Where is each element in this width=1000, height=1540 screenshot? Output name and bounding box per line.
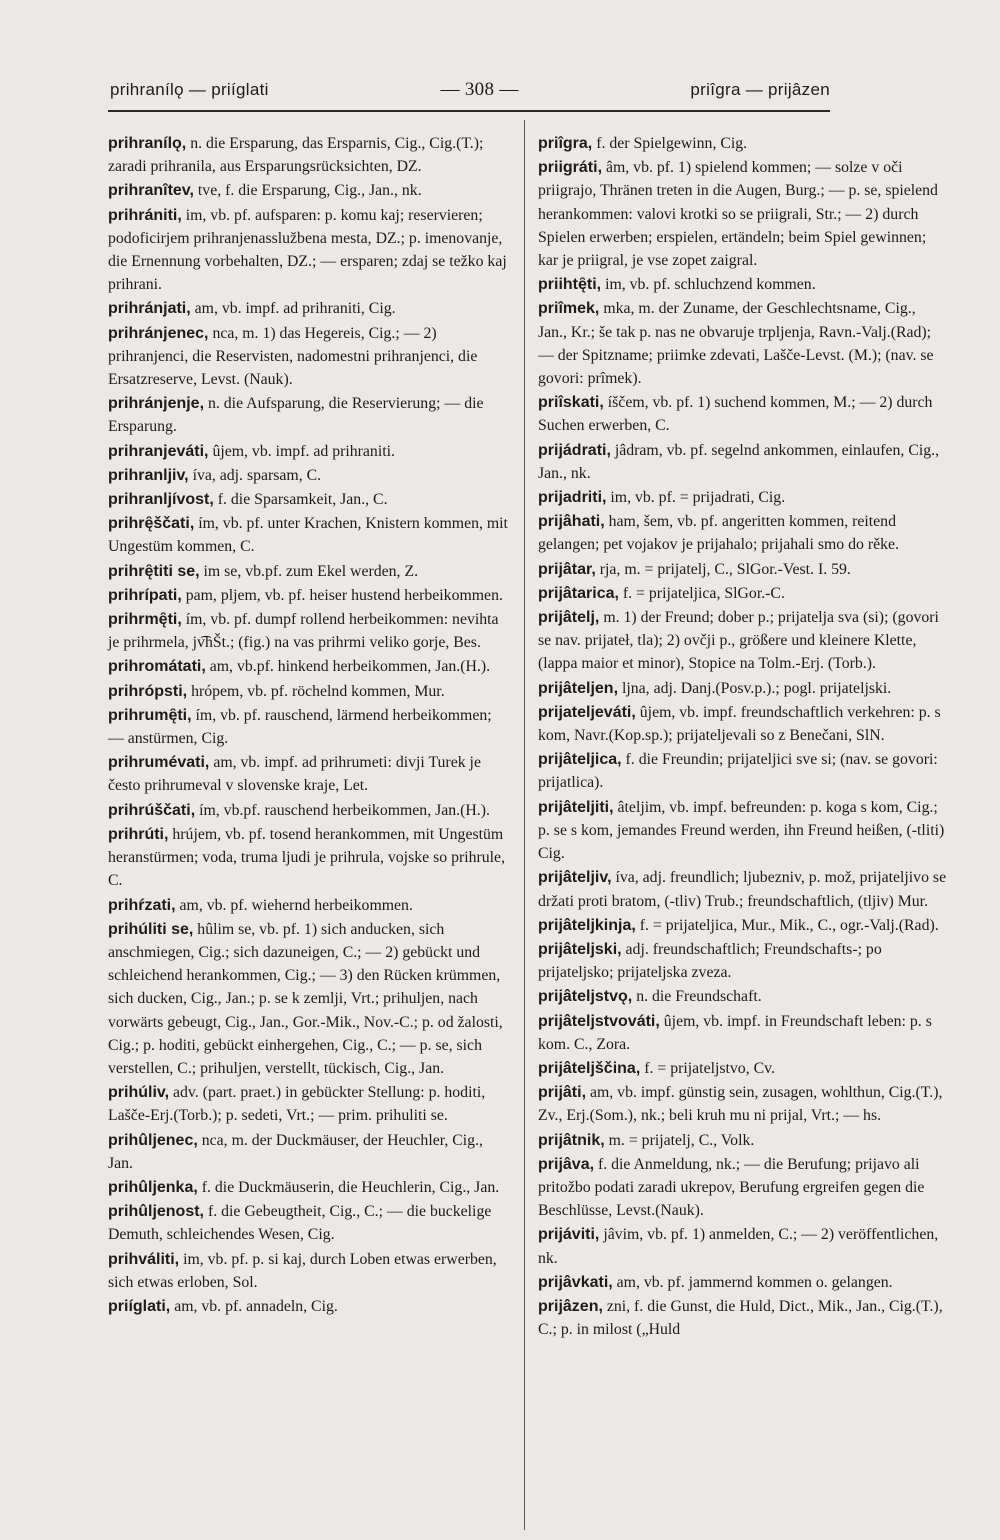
entry-definition: n. die Aufsparung, die Reservierung; — die Ersparung.	[108, 395, 484, 436]
entry-headword: prihŕzati,	[108, 896, 176, 914]
entry-definition: hûlim se, vb. pf. 1) sich anducken, sich anschmiegen, Cig.; sich dazuneigen, C.; — 2) gebückt und schleichend herankommen, Cig.; — 3) den Rücken krümmen, sich ducken, Cig., Jan.; p. se k zemlji, Vrt.; prihuljen, nach vorwärts gebeugt, Cig., Jan., Gor.-Mik., Nov.-C.; p. od žalosti, Cig.; p. hoditi, gebückt einhergehen, Cig., C.; — p. se, sich verstellen, C.; prihuljen, verstellt, tückisch, Cig., Jan.	[108, 920, 503, 1077]
dictionary-entry	[538, 486, 948, 509]
dictionary-entry	[538, 1129, 948, 1152]
entry-headword: prijâtelj,	[538, 609, 600, 627]
header-left: prihranílǫ — priíglati	[110, 80, 269, 99]
entry-definition: ím, vb. pf. dumpf rollend herbeikommen: nevihta je prihrmela, jv͡hŠt.; (fig.) na vas prihrmi veliko gorje, Bes.	[108, 611, 499, 652]
dictionary-entry	[538, 677, 948, 700]
entry-headword: prijâteljica,	[538, 751, 622, 769]
entry-definition: f. die Anmeldung, nk.; — die Berufung; prijavo ali pritožbo podati zaradi ukrepov, Berufung ergreifen gegen die Beschlüsse, Levst.(Nauk).	[538, 1155, 925, 1220]
entry-definition: ûjem, vb. impf. freundschaftlich verkehren: p. s kom, Navr.(Kop.sp.); prijateljevali so z Benečani, SlN.	[538, 703, 941, 745]
dictionary-entry	[538, 985, 948, 1008]
dictionary-entry	[108, 392, 508, 438]
dictionary-entry	[108, 799, 508, 822]
entry-definition: íva, adj. freundlich; ljubezniv, p. mož, prijateljivo se držati proti bratom, (-tliv) Trub.; freundschaftlich, (tljiv) Mur.	[538, 869, 947, 910]
dictionary-entry	[108, 440, 508, 463]
entry-definition: nca, m. 1) das Hegereis, Cig.; — 2) prihranjenci, die Reservisten, nadomestni prihranjenci, die Ersatzreserve, Levst. (Nauk).	[108, 324, 478, 389]
dictionary-entry	[538, 748, 948, 794]
entry-headword: prijâteljstvǫ,	[538, 988, 633, 1006]
entry-definition: im, vb. pf. p. si kaj, durch Loben etwas erwerben, sich etwas erloben, Sol.	[108, 1250, 497, 1291]
dictionary-entry	[108, 1176, 508, 1199]
entry-headword: prihránjati,	[108, 300, 191, 318]
entry-definition: mka, m. der Zuname, der Geschlechtsname, Cig., Jan., Kr.; še tak p. nas ne obvaruje trpljenja, Ravn.-Valj.(Rad); — der Spitzname; priimke zdevati, Lašče-Levst. (M.); (nav. se govori: prîmek).	[538, 300, 934, 388]
entry-headword: prijáviti,	[538, 1226, 600, 1244]
entry-definition: im, vb. pf. = prijadrati, Cig.	[610, 489, 786, 507]
dictionary-entry	[108, 608, 508, 654]
entry-headword: prijâteljiv,	[538, 869, 612, 887]
entry-headword: prijâzen,	[538, 1297, 603, 1315]
entry-definition: nca, m. der Duckmäuser, der Heuchler, Cig., Jan.	[108, 1131, 483, 1172]
entry-headword: prijâtnik,	[538, 1131, 605, 1149]
entry-definition: ûjem, vb. impf. in Freundschaft leben: p. s kom. C., Zora.	[538, 1012, 932, 1053]
entry-headword: prijâteljščina,	[538, 1059, 641, 1077]
entry-headword: prijâteljen,	[538, 679, 619, 697]
entry-definition: f. = prijateljica, Mur., Mik., C., ogr.-Valj.(Rad).	[639, 916, 939, 934]
dictionary-entry	[108, 704, 508, 750]
entry-headword: prihûljenec,	[108, 1131, 198, 1149]
entry-definition: n. die Freundschaft.	[636, 988, 762, 1006]
entry-headword: prihranîtev,	[108, 182, 194, 200]
entry-headword: prijâteljstvováti,	[538, 1012, 660, 1030]
dictionary-entry	[538, 914, 948, 937]
entry-definition: am, vb.pf. hinkend herbeikommen, Jan.(H.).	[209, 658, 491, 676]
entry-headword: prijateljeváti,	[538, 703, 636, 721]
entry-headword: prijâhati,	[538, 513, 605, 531]
entry-definition: ljna, adj. Danj.(Posv.p.).; pogl. prijateljski.	[621, 679, 892, 697]
column-divider	[524, 120, 525, 1530]
dictionary-entry	[538, 866, 948, 912]
entry-definition: f. die Duckmäuserin, die Heuchlerin, Cig., Jan.	[201, 1178, 500, 1196]
entry-headword: priíglati,	[108, 1297, 171, 1315]
dictionary-entry	[538, 510, 948, 556]
entry-definition: âteljim, vb. impf. befreunden: p. koga s kom, Cig.; p. se s kom, jemandes Freund werden, ihn Freund heißen, (-tliti) Cig.	[538, 798, 945, 863]
entry-headword: priîgra,	[538, 135, 593, 152]
entry-definition: âm, vb. pf. 1) spielend kommen; — solze v oči priigrajo, Thränen treten in die Augen, Burg.; — p. se, spielend herankommen: valovi krotki so se priigrali, Str.; — 2) durch Spielen erwerben; erspielen, ertändeln; beim Spiel gewinnen; kar je priigral, je vse zopet zaigral.	[538, 159, 938, 270]
entry-headword: priigráti,	[538, 159, 603, 177]
dictionary-entry	[108, 823, 508, 893]
entry-headword: prijâva,	[538, 1155, 595, 1173]
entry-definition: am, vb. pf. wiehernd herbeikommen.	[179, 896, 413, 914]
dictionary-entry	[538, 439, 948, 485]
dictionary-entry	[538, 938, 948, 984]
dictionary-entry	[538, 1271, 948, 1294]
header-right: priîgra — prijâzen	[690, 80, 830, 99]
dictionary-entry	[108, 322, 508, 392]
entry-definition: hrújem, vb. pf. tosend herankommen, mit Ungestüm heranstürmen; voda, truma ljudi je prihrula, vojske so prihrule, C.	[108, 825, 506, 890]
entry-headword: prihranljiv,	[108, 466, 189, 484]
entry-headword: priihtę̑ti,	[538, 276, 602, 294]
entry-definition: am, vb. pf. jammernd kommen o. gelangen.	[616, 1273, 893, 1291]
entry-definition: ím, vb. pf. unter Krachen, Knistern kommen, mit Ungestüm kommen, C.	[108, 515, 508, 556]
entry-headword: priîmek,	[538, 300, 600, 318]
entry-definition: f. die Gebeugtheit, Cig., C.; — die buckelige Demuth, schleichendes Wesen, Cig.	[108, 1203, 492, 1244]
dictionary-entry	[108, 204, 508, 297]
entry-definition: rja, m. = prijatelj, C., SlGor.-Vest. I. 59.	[599, 560, 851, 578]
right-column	[538, 132, 948, 1342]
entry-definition: pam, pljem, vb. pf. heiser hustend herbeikommen.	[185, 586, 503, 604]
entry-headword: prihrumę̑ti,	[108, 706, 192, 724]
dictionary-entry	[108, 560, 508, 583]
entry-headword: prihránjenje,	[108, 395, 205, 413]
entry-headword: prihrmę̑ti,	[108, 611, 182, 629]
entry-definition: jâvim, vb. pf. 1) anmelden, C.; — 2) veröffentlichen, nk.	[538, 1226, 939, 1267]
dictionary-entry	[538, 273, 948, 296]
entry-definition: am, vb. pf. annadeln, Cig.	[174, 1297, 338, 1315]
entry-definition: adv. (part. praet.) in gebückter Stellung: p. hoditi, Lašče-Erj.(Torb.); p. sedeti, Vrt.; — prim. prihuliti se.	[108, 1084, 486, 1125]
entry-headword: prihranílǫ,	[108, 135, 187, 152]
entry-headword: prihranljívost,	[108, 491, 214, 509]
entry-headword: prihrumévati,	[108, 754, 210, 772]
entry-definition: hrópem, vb. pf. röchelnd kommen, Mur.	[191, 682, 445, 700]
dictionary-entry	[538, 558, 948, 581]
entry-definition: ûjem, vb. impf. ad prihraniti.	[212, 442, 395, 460]
dictionary-entry	[108, 1295, 508, 1318]
entry-headword: prijâteljski,	[538, 940, 622, 958]
entry-headword: prihrúščati,	[108, 801, 196, 819]
dictionary-entry	[538, 796, 948, 866]
dictionary-entry	[108, 1081, 508, 1127]
entry-definition: am, vb. impf. ad prihraniti, Cig.	[194, 300, 396, 318]
dictionary-entry	[538, 297, 948, 390]
entry-headword: prihúliti se,	[108, 920, 194, 938]
dictionary-entry	[108, 297, 508, 320]
dictionary-entry	[108, 1200, 508, 1246]
entry-headword: prihrę̑ščati,	[108, 515, 195, 533]
entry-headword: prihranjeváti,	[108, 442, 209, 460]
dictionary-entry	[538, 1081, 948, 1127]
dictionary-entry	[108, 918, 508, 1080]
entry-definition: zni, f. die Gunst, die Huld, Dict., Mik., Jan., Cig.(T.), C.; p. in milost („Huld	[538, 1297, 943, 1339]
dictionary-entry	[538, 1057, 948, 1080]
entry-headword: prijâteljkinja,	[538, 916, 636, 934]
entry-definition: jâdram, vb. pf. segelnd ankommen, einlaufen, Cig., Jan., nk.	[538, 441, 940, 482]
entry-definition: tve, f. die Ersparung, Cig., Jan., nk.	[197, 182, 422, 200]
dictionary-entry	[108, 488, 508, 511]
dictionary-entry	[538, 156, 948, 272]
entry-headword: prihváliti,	[108, 1250, 180, 1268]
dictionary-entry	[538, 1010, 948, 1056]
entry-headword: prijâteljiti,	[538, 798, 614, 816]
entry-headword: prihrániti,	[108, 206, 182, 224]
entry-headword: prihrípati,	[108, 586, 182, 604]
entry-definition: m. 1) der Freund; dober p.; prijatelja sva (si); (govori se nav. prijateł, tla); 2) ovčji p., größere und kleinere Klette, (lappa maior et minor), Stopice na Tolm.-Erj. (Torb.).	[538, 609, 939, 673]
entry-definition: f. = prijateljstvo, Cv.	[644, 1059, 775, 1077]
entry-definition: adj. freundschaftlich; Freundschafts-; po prijateljsko; prijateljska zveza.	[538, 940, 882, 982]
dictionary-entry	[108, 1129, 508, 1175]
entry-headword: prihránjenec,	[108, 324, 209, 342]
entry-definition: f. die Sparsamkeit, Jan., C.	[217, 491, 388, 509]
dictionary-entry	[538, 1153, 948, 1223]
entry-headword: prijâtar,	[538, 560, 596, 578]
entry-definition: am, vb. impf. ad prihrumeti: divji Turek je često prihrumeval v slovenske kraje, Let.	[108, 754, 481, 795]
entry-headword: prihúliv,	[108, 1084, 170, 1102]
entry-definition: m. = prijatelj, C., Volk.	[608, 1131, 755, 1149]
entry-definition: ím, vb.pf. rauschend herbeikommen, Jan.(H.).	[199, 801, 490, 819]
entry-definition: im, vb. pf. aufsparen: p. komu kaj; reservieren; podoficirjem prihranjenasslužbena mesta, DZ.; p. imenovanje, die Ernennung vorbehalten, DZ.; — ersparen; zdaj se težko kaj prihrani.	[108, 206, 507, 294]
entry-definition: f. = prijateljica, SlGor.-C.	[622, 584, 785, 602]
entry-headword: prihromátati,	[108, 658, 206, 676]
entry-definition: íščem, vb. pf. 1) suchend kommen, M.; — 2) durch Suchen erwerben, C.	[538, 394, 933, 435]
dictionary-entry	[108, 680, 508, 703]
entry-headword: prihrúti,	[108, 825, 169, 843]
dictionary-entry	[108, 512, 508, 558]
dictionary-entry	[108, 464, 508, 487]
header-rule	[108, 110, 830, 112]
entry-definition: n. die Ersparung, das Ersparnis, Cig., Cig.(T.); zaradi prihranila, aus Ersparungsrücksichten, DZ.	[108, 135, 484, 176]
page-number: — 308 —	[440, 79, 519, 100]
entry-definition: am, vb. impf. günstig sein, zusagen, wohlthun, Cig.(T.), Zv., Erj.(Som.), nk.; beli kruh mu ni prijal, Vrt.; — hs.	[538, 1084, 943, 1125]
entry-headword: prihrópsti,	[108, 682, 188, 700]
entry-headword: prijâvkati,	[538, 1273, 613, 1291]
dictionary-entry	[108, 751, 508, 797]
entry-definition: ím, vb. pf. rauschend, lärmend herbeikommen; — anstürmen, Cig.	[108, 706, 492, 748]
entry-headword: prijâti,	[538, 1084, 587, 1102]
left-column	[108, 132, 508, 1319]
dictionary-entry	[108, 584, 508, 607]
entry-headword: prihrę̑titi se,	[108, 562, 200, 580]
dictionary-entry	[538, 391, 948, 437]
entry-headword: prijâtarica,	[538, 584, 619, 602]
entry-definition: íva, adj. sparsam, C.	[192, 466, 322, 484]
entry-headword: prihûljenost,	[108, 1203, 204, 1221]
entry-definition: im, vb. pf. schluchzend kommen.	[605, 276, 816, 294]
dictionary-entry	[538, 606, 948, 676]
entry-definition: ham, šem, vb. pf. angeritten kommen, reitend gelangen; pet vojakov je prijahalo; prijahali smo do rěke.	[538, 513, 900, 554]
dictionary-entry	[108, 132, 508, 178]
entry-definition: f. die Freundin; prijateljici sve si; (nav. se govori: prijatlica).	[538, 751, 938, 792]
dictionary-entry	[538, 1295, 948, 1341]
entry-headword: prihûljenka,	[108, 1178, 198, 1196]
entry-headword: priîskati,	[538, 394, 604, 412]
dictionary-entry	[538, 1223, 948, 1269]
entry-headword: prijádrati,	[538, 441, 611, 459]
dictionary-entry	[108, 1248, 508, 1294]
dictionary-entry	[108, 655, 508, 678]
entry-definition: f. der Spielgewinn, Cig.	[596, 135, 748, 152]
dictionary-entry	[538, 701, 948, 747]
dictionary-entry	[538, 582, 948, 605]
entry-definition: im se, vb.pf. zum Ekel werden, Z.	[203, 562, 419, 580]
dictionary-entry	[538, 132, 948, 155]
entry-headword: prijadriti,	[538, 489, 607, 507]
running-header	[110, 72, 830, 108]
dictionary-entry	[108, 894, 508, 917]
dictionary-entry	[108, 179, 508, 202]
